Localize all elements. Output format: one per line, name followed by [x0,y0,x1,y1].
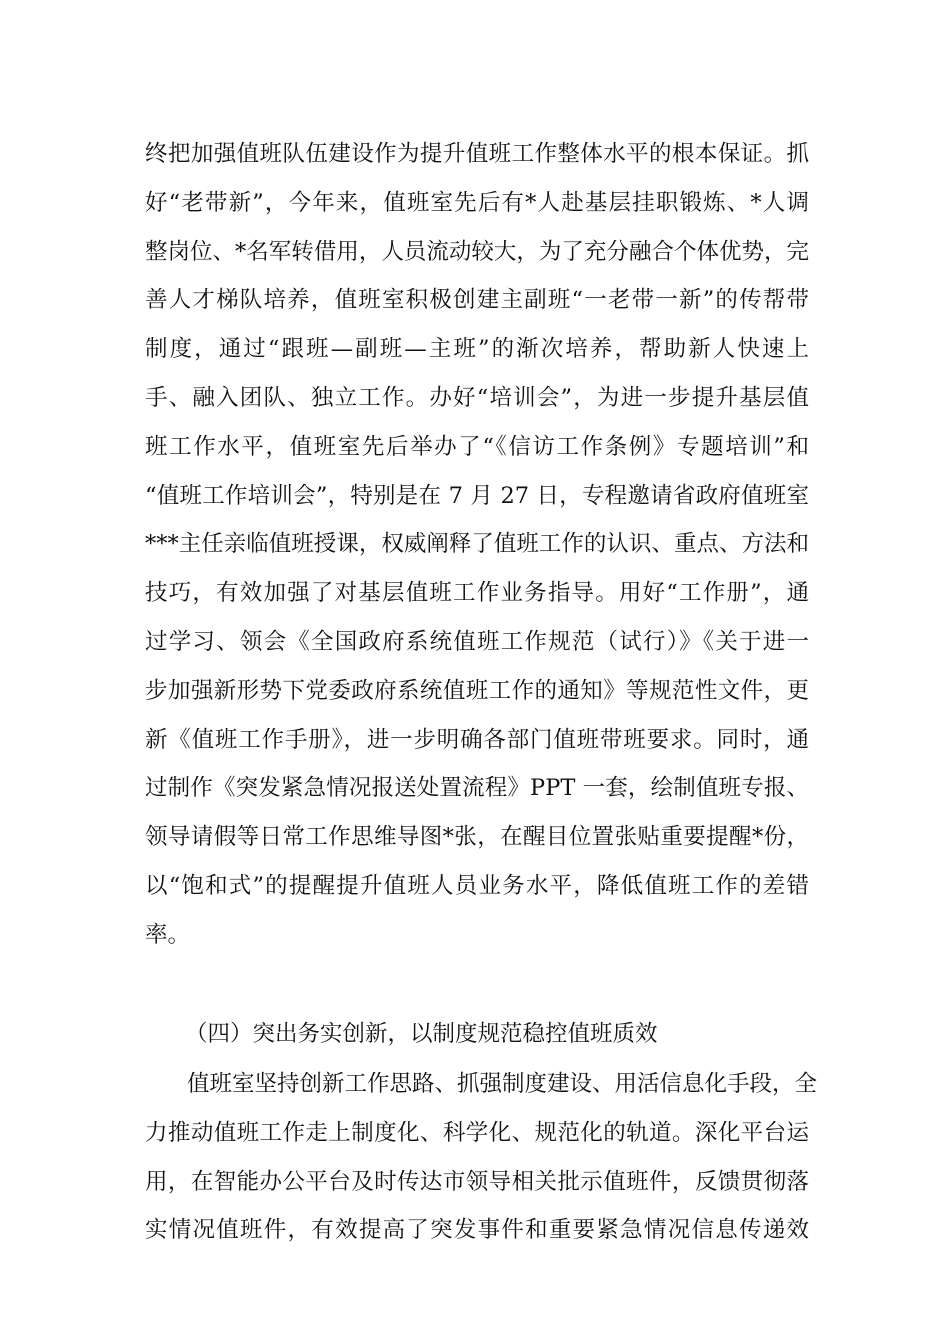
text-line: 率。 [145,921,191,948]
text-line: 领导请假等日常工作思维导图*张，在醒目位置张贴重要提醒*份， [145,824,809,851]
section-heading: （四）突出务实创新，以制度规范稳控值班质效 [185,1021,658,1047]
text-line: 善人才梯队培养，值班室积极创建主副班“一老带一新”的传帮带 [145,287,809,314]
text-line: “值班工作培训会”，特别是在 7 月 27 日，专程邀请省政府值班室 [145,482,809,509]
text-line: 手、融入团队、独立工作。办好“培训会”，为进一步提升基层值 [145,384,809,411]
paragraph-innovation [145,1060,818,1255]
text-line: 实情况值班件，有效提高了突发事件和重要紧急情况信息传递效 [145,1217,809,1244]
text-line: 以“饱和式”的提醒提升值班人员业务水平，降低值班工作的差错 [145,872,809,899]
paragraph-duty-team-building [145,130,809,960]
text-line: 终把加强值班队伍建设作为提升值班工作整体水平的根本保证。抓 [145,141,809,167]
text-line: 制度，通过“跟班—副班—主班”的渐次培养，帮助新人快速上 [145,336,809,363]
text-line: 新《值班工作手册》，进一步明确各部门值班带班要求。同时，通 [145,726,809,753]
text-line: 好“老带新”，今年来，值班室先后有*人赴基层挂职锻炼、*人调 [145,189,809,216]
text-line: 用，在智能办公平台及时传达市领导相关批示值班件，反馈贯彻落 [145,1168,809,1195]
text-line: 班工作水平，值班室先后举办了“《信访工作条例》专题培训”和 [145,433,809,460]
text-line: 步加强新形势下党委政府系统值班工作的通知》等规范性文件，更 [145,677,809,704]
text-line: 力推动值班工作走上制度化、科学化、规范化的轨道。深化平台运 [145,1119,809,1146]
text-line: ***主任亲临值班授课，权威阐释了值班工作的认识、重点、方法和 [145,531,809,558]
text-line: 过制作《突发紧急情况报送处置流程》PPT 一套，绘制值班专报、 [145,775,809,802]
text-line: 过学习、领会《全国政府系统值班工作规范（试行）》《关于进一 [145,628,809,655]
text-line: 值班室坚持创新工作思路、抓强制度建设、用活信息化手段，全 [187,1071,818,1097]
text-line: 整岗位、*名军转借用，人员流动较大，为了充分融合个体优势，完 [145,238,809,265]
text-line: 技巧，有效加强了对基层值班工作业务指导。用好“工作册”，通 [145,580,809,607]
